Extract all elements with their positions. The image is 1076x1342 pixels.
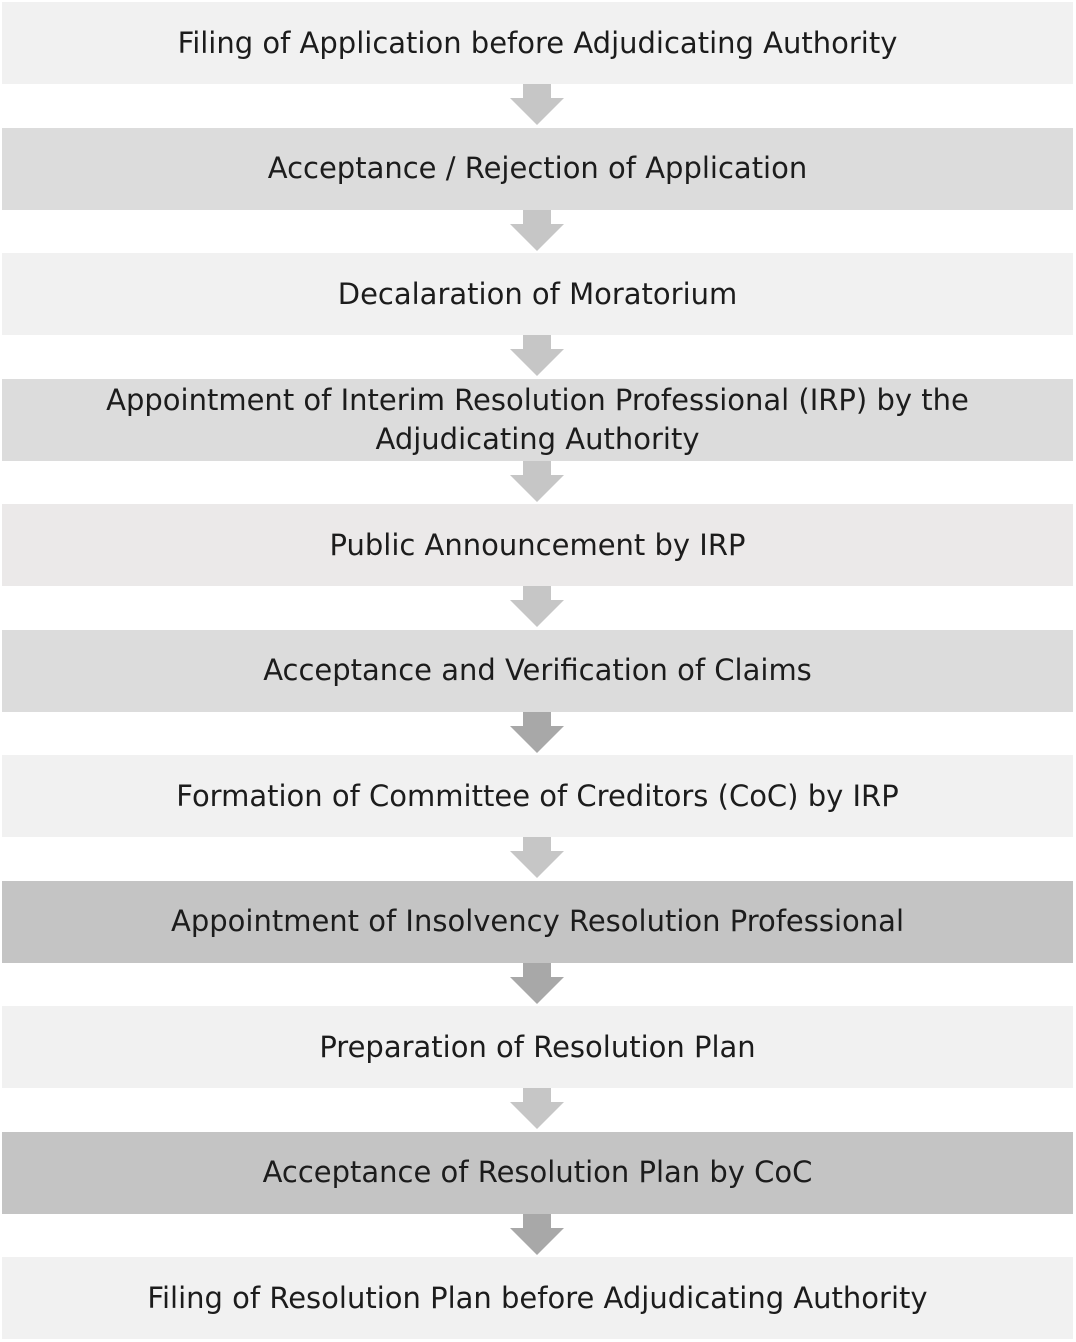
step-moratorium	[2, 253, 1073, 335]
step-filing-plan	[2, 1257, 1073, 1339]
down-arrow-icon	[508, 963, 566, 1005]
step-formation-coc	[2, 755, 1073, 837]
step-acceptance-plan	[2, 1132, 1073, 1214]
down-arrow-icon	[508, 461, 566, 503]
down-arrow-icon	[508, 712, 566, 754]
step-label: Appointment of Insolvency Resolution Professional	[170, 904, 904, 938]
step-label: Public Announcement by IRP	[329, 527, 746, 562]
step-label: Acceptance / Rejection of Application	[267, 151, 808, 185]
step-preparation-plan	[2, 1006, 1073, 1088]
step-label: Decalaration of Moratorium	[337, 276, 738, 311]
step-filing-application	[2, 2, 1073, 84]
arrow-shape	[510, 586, 564, 627]
arrow-shape	[510, 712, 564, 753]
step-acceptance-rejection	[2, 128, 1073, 210]
arrow-shape	[510, 837, 564, 878]
down-arrow-icon	[508, 837, 566, 879]
step-label: Acceptance and Verification of Claims	[263, 653, 812, 687]
step-label: Filing of Application before Adjudicating Authority	[177, 25, 898, 60]
down-arrow-icon	[508, 1088, 566, 1130]
arrow-shape	[510, 1214, 564, 1255]
arrow-shape	[510, 461, 564, 502]
arrow-shape	[510, 1088, 564, 1129]
step-appointment-resolution-professional	[2, 881, 1073, 963]
down-arrow-icon	[508, 586, 566, 628]
arrow-shape	[510, 210, 564, 251]
step-appointment-irp	[2, 379, 1073, 461]
arrow-shape	[510, 963, 564, 1004]
step-label: Acceptance of Resolution Plan by CoC	[262, 1155, 813, 1189]
arrow-shape	[510, 84, 564, 125]
step-label: Filing of Resolution Plan before Adjudicating Authority	[147, 1280, 928, 1315]
step-label: Formation of Committee of Creditors (CoC) by IRP	[176, 778, 899, 813]
down-arrow-icon	[508, 84, 566, 126]
down-arrow-icon	[508, 210, 566, 252]
down-arrow-icon	[508, 335, 566, 377]
step-public-announcement	[2, 504, 1073, 586]
step-label: Appointment of Interim Resolution Professional (IRP) by the Adjudicating Authority	[106, 382, 969, 456]
arrow-shape	[510, 335, 564, 376]
down-arrow-icon	[508, 1214, 566, 1256]
step-verification-claims	[2, 630, 1073, 712]
step-label: Preparation of Resolution Plan	[319, 1029, 756, 1064]
